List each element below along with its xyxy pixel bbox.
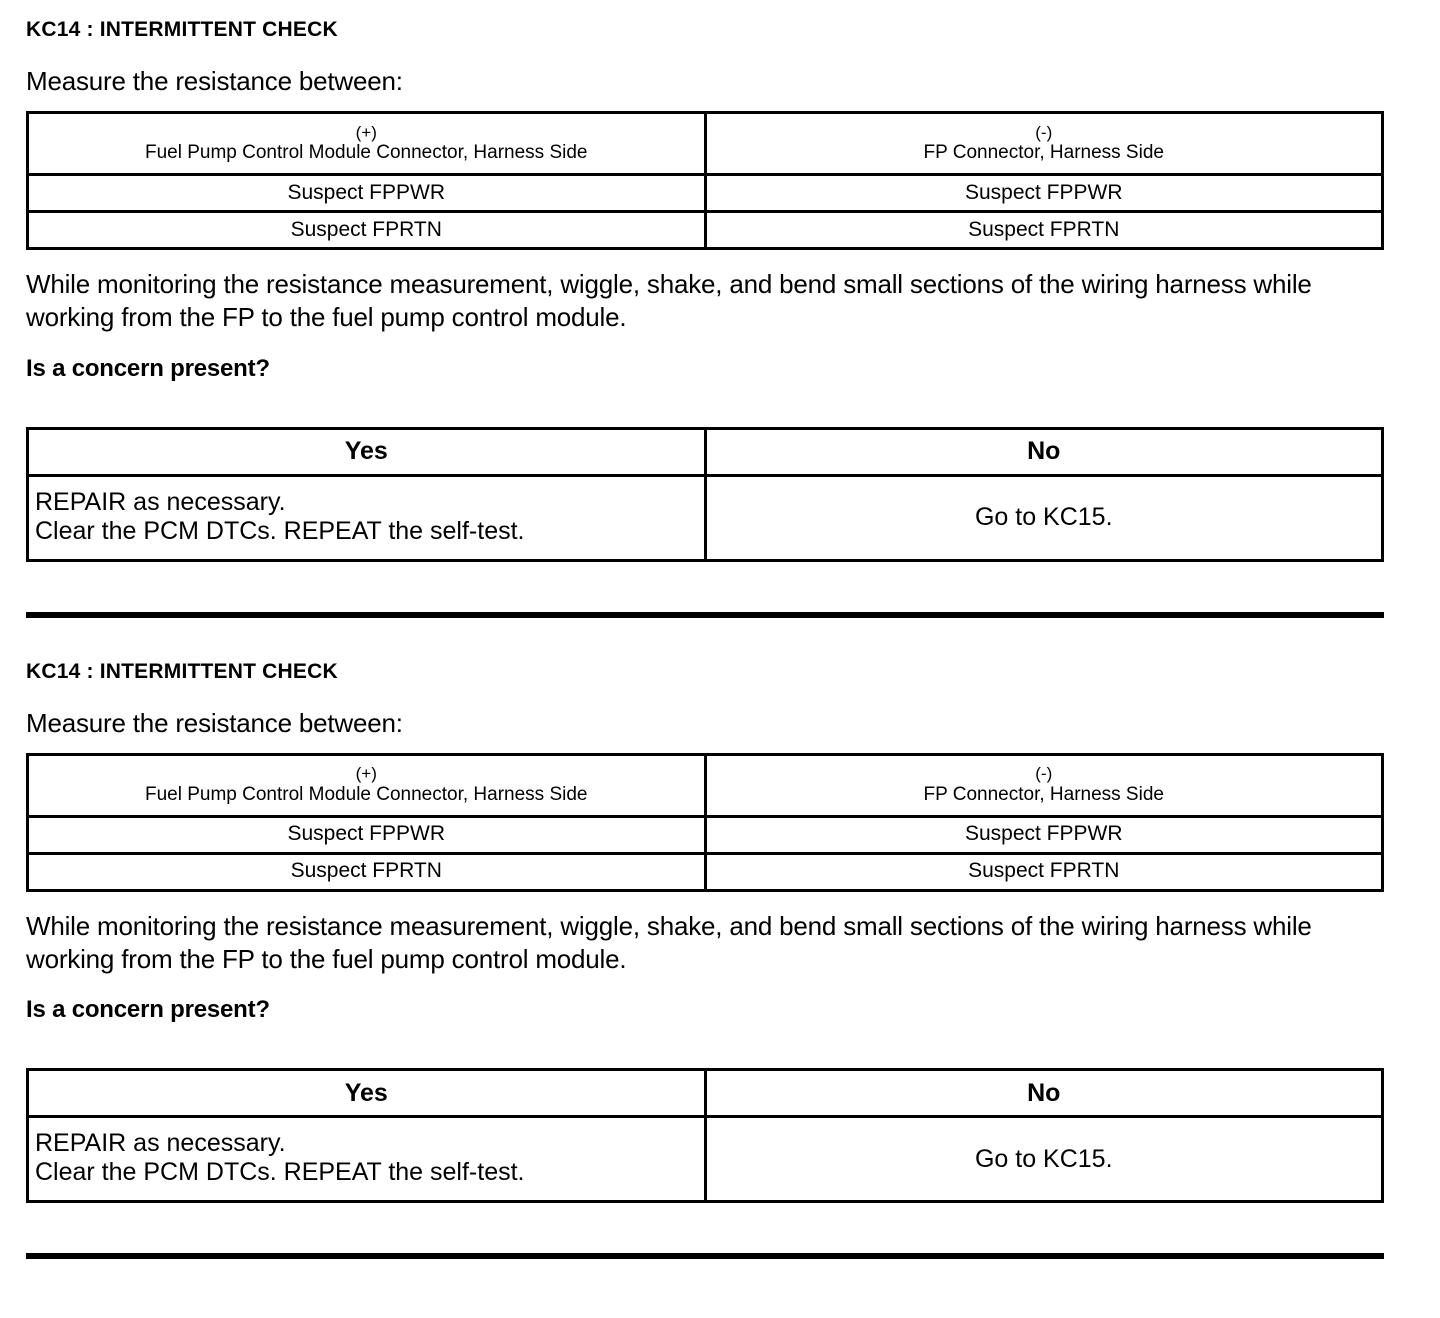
measure-cell: Suspect FPPWR	[705, 816, 1383, 853]
table-row	[28, 1117, 1383, 1202]
decision-header-no: No	[705, 1070, 1383, 1117]
decision-action-line: REPAIR as necessary.	[35, 487, 286, 516]
measure-cell: Suspect FPRTN	[705, 853, 1383, 890]
connector-description: FP Connector, Harness Side	[923, 142, 1164, 164]
polarity-label: (-)	[1035, 764, 1053, 784]
procedure-text: While monitoring the resistance measurement, wiggle, shake, and bend small sections of the wiring harness while working from the FP to the fuel pump control module.	[26, 269, 1312, 333]
decision-question: Is a concern present?	[26, 996, 270, 1024]
connector-description: Fuel Pump Control Module Connector, Harness Side	[144, 142, 588, 164]
table-row	[28, 175, 1383, 212]
polarity-label: (-)	[1035, 122, 1053, 142]
measurement-instruction: Measure the resistance between:	[26, 707, 403, 738]
table-row	[28, 113, 1383, 175]
decision-question: Is a concern present?	[26, 354, 270, 382]
table-row	[28, 853, 1383, 890]
section-divider	[26, 612, 1384, 618]
decision-action-no: Go to KC15.	[705, 475, 1383, 560]
measure-cell: Suspect FPPWR	[28, 816, 706, 853]
table-row	[28, 816, 1383, 853]
diagnostic-step-section	[24, 18, 1416, 618]
table-row	[28, 212, 1383, 249]
decision-action-line: Clear the PCM DTCs. REPEAT the self-test.	[35, 516, 525, 545]
table-row	[28, 754, 1383, 816]
polarity-label: (+)	[355, 764, 377, 784]
measure-cell: Suspect FPRTN	[28, 853, 706, 890]
measure-cell: Suspect FPRTN	[705, 212, 1383, 249]
table-row	[28, 475, 1383, 560]
decision-action-no: Go to KC15.	[705, 1117, 1383, 1202]
connector-description: Fuel Pump Control Module Connector, Harness Side	[144, 783, 588, 805]
decision-action-yes	[28, 1117, 706, 1202]
procedure-text: While monitoring the resistance measurement, wiggle, shake, and bend small sections of the wiring harness while working from the FP to the fuel pump control module.	[26, 910, 1312, 974]
measure-column-negative	[705, 113, 1383, 175]
section-gap	[24, 618, 1416, 652]
decision-action-yes	[28, 475, 706, 560]
section-heading: KC14 : INTERMITTENT CHECK	[26, 659, 338, 683]
decision-table	[26, 1068, 1384, 1203]
measure-cell: Suspect FPPWR	[705, 175, 1383, 212]
decision-action-line: REPAIR as necessary.	[35, 1129, 286, 1158]
diagnostic-step-section	[24, 660, 1416, 1260]
section-heading: KC14 : INTERMITTENT CHECK	[26, 18, 338, 41]
measure-column-positive	[28, 113, 706, 175]
decision-header-yes: Yes	[28, 1070, 706, 1117]
measure-cell: Suspect FPRTN	[28, 212, 706, 249]
table-row	[28, 428, 1383, 475]
table-row	[28, 1070, 1383, 1117]
measurement-table	[26, 753, 1384, 892]
decision-table	[26, 427, 1384, 562]
decision-action-line: Clear the PCM DTCs. REPEAT the self-test.	[35, 1158, 525, 1187]
decision-header-no: No	[705, 428, 1383, 475]
measurement-instruction: Measure the resistance between:	[26, 66, 403, 96]
section-divider	[26, 1253, 1384, 1259]
measurement-table	[26, 111, 1384, 250]
measure-cell: Suspect FPPWR	[28, 175, 706, 212]
measure-column-negative	[705, 754, 1383, 816]
decision-header-yes: Yes	[28, 428, 706, 475]
measure-column-positive	[28, 754, 706, 816]
polarity-label: (+)	[355, 122, 377, 142]
connector-description: FP Connector, Harness Side	[923, 783, 1164, 805]
